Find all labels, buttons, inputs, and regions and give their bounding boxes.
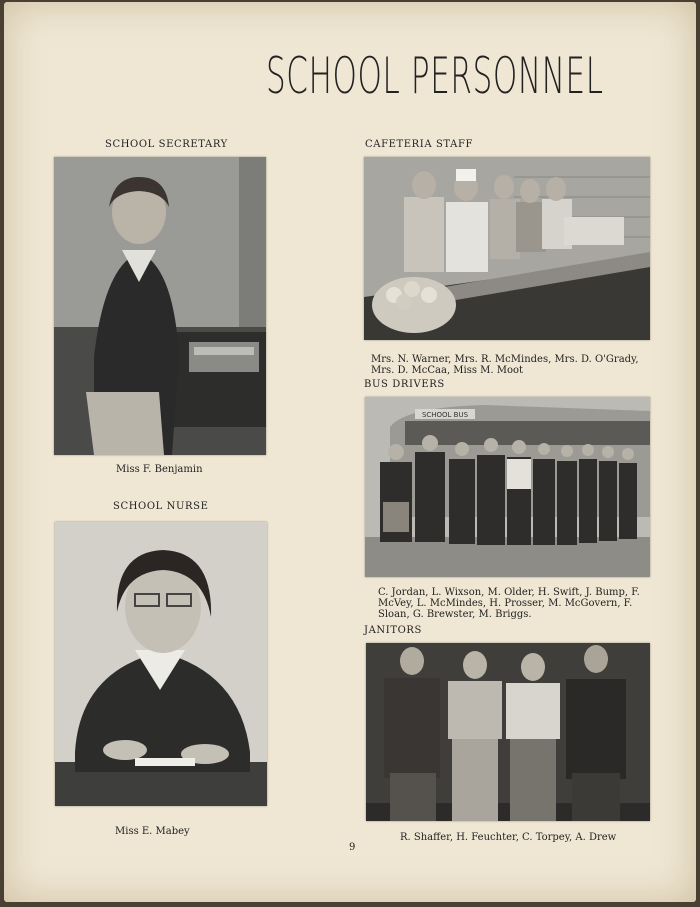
page-number: 9 [349, 842, 356, 853]
page-title: SCHOOL PERSONNEL [266, 47, 604, 105]
janitors-photo [366, 643, 650, 821]
cafeteria-heading: CAFETERIA STAFF [365, 139, 474, 150]
cafeteria-photo [364, 157, 650, 340]
secretary-photo [54, 157, 266, 455]
janitors-heading: JANITORS [364, 625, 422, 636]
nurse-caption: Miss E. Mabey [115, 826, 190, 837]
secretary-caption: Miss F. Benjamin [116, 464, 203, 475]
bus-drivers-photo [365, 397, 650, 577]
bus-drivers-heading: BUS DRIVERS [364, 379, 445, 390]
cafeteria-caption: Mrs. N. Warner, Mrs. R. McMindes, Mrs. D. O'Grady, Mrs. D. McCaa, Miss M. Moot [371, 354, 639, 376]
bus-drivers-caption: C. Jordan, L. Wixson, M. Older, H. Swift, J. Bump, F. McVey, L. McMindes, H. Prosser, M. McGovern, F. Sloan, G. Brewster, M. Briggs. [378, 587, 640, 620]
nurse-heading: SCHOOL NURSE [113, 501, 209, 512]
nurse-photo [55, 522, 267, 806]
bus-sign-text: SCHOOL BUS [421, 411, 469, 419]
janitors-caption: R. Shaffer, H. Feuchter, C. Torpey, A. Drew [400, 832, 617, 843]
secretary-heading: SCHOOL SECRETARY [105, 139, 228, 150]
yearbook-page [4, 2, 696, 902]
